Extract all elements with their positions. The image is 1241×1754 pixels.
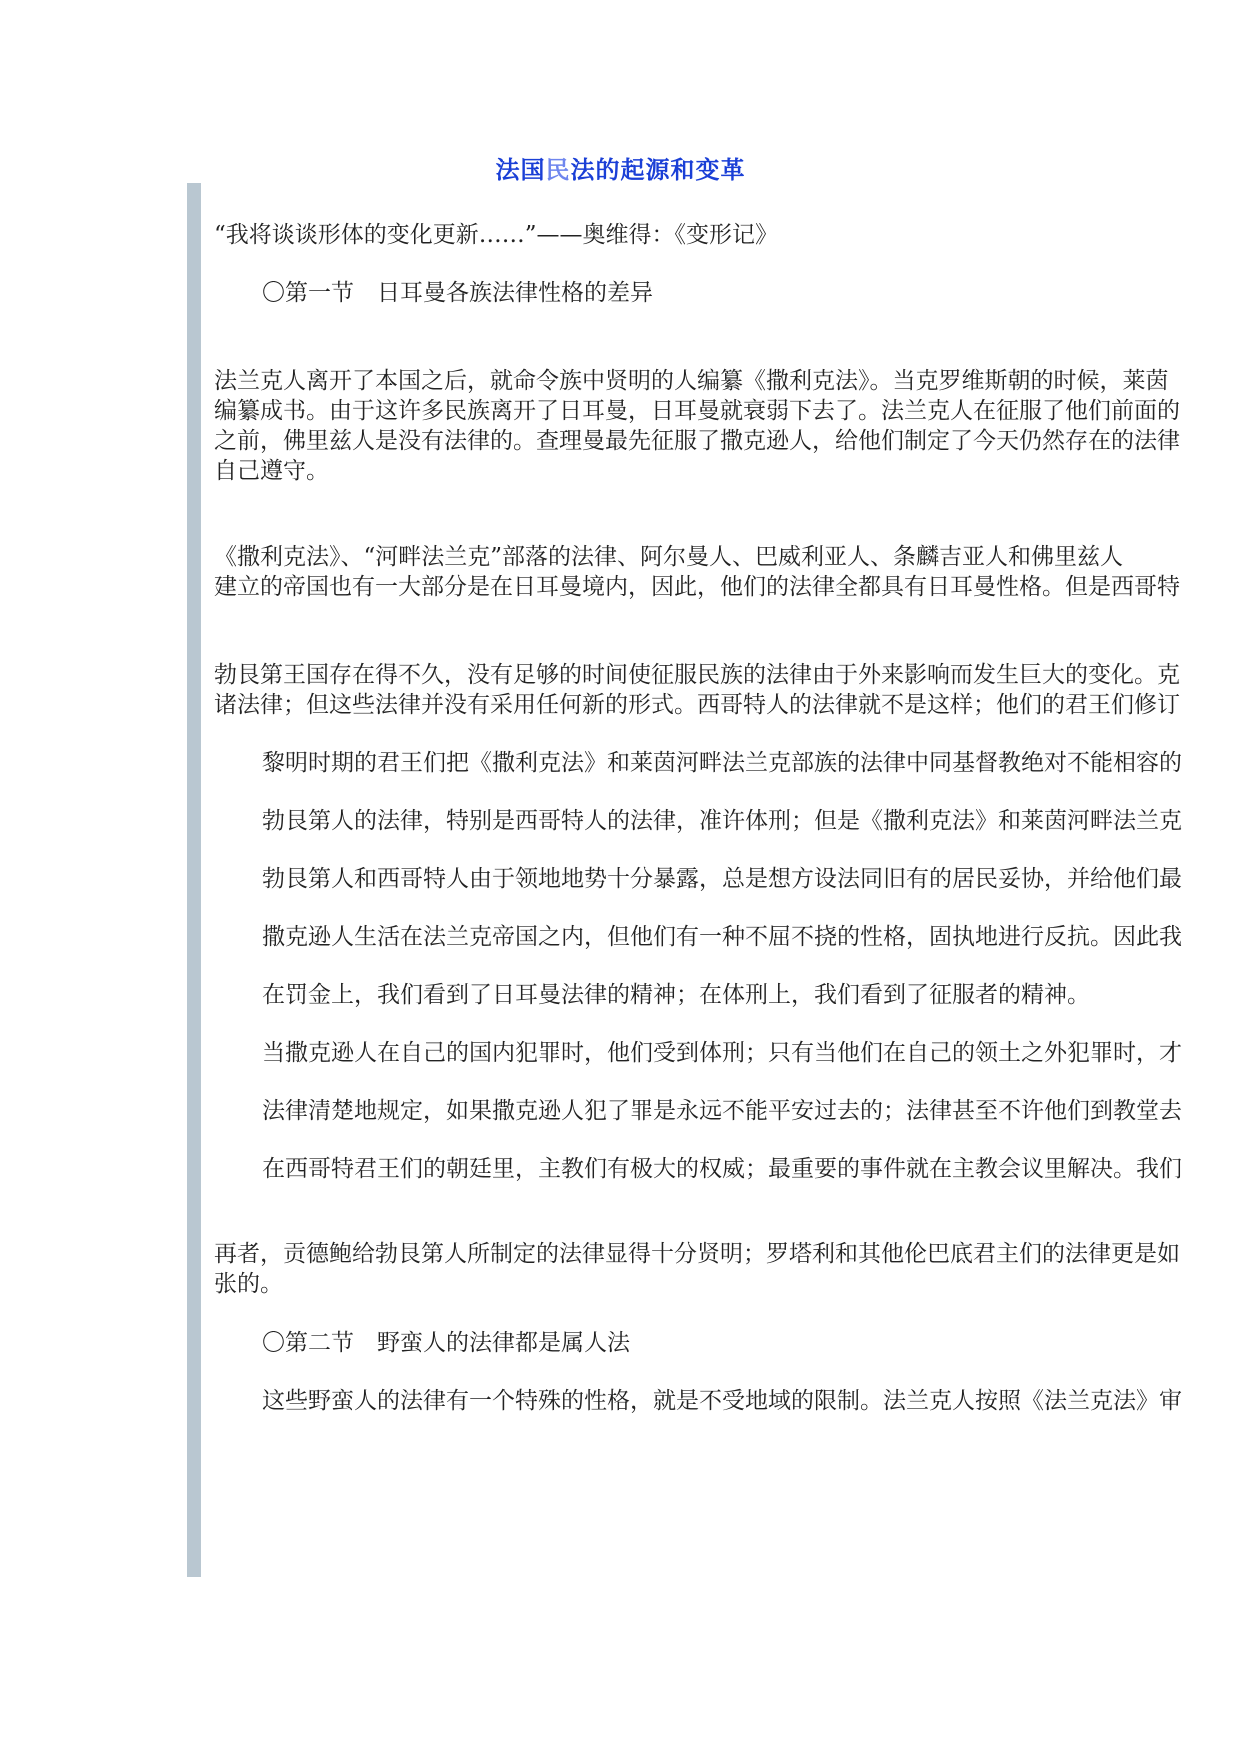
indented-paragraph-4: 撒克逊人生活在法兰克帝国之内，但他们有一种不屈不挠的性格，固执地进行反抗。因此我 bbox=[262, 924, 1182, 950]
paragraph-1-line-4: 自己遵守。 bbox=[214, 458, 329, 484]
paragraph-3-line-2: 诸法律；但这些法律并没有采用任何新的形式。西哥特人的法律就不是这样；他们的君王们修订 bbox=[214, 692, 1180, 718]
epigraph: “我将谈谈形体的变化更新……”——奥维得：《变形记》 bbox=[214, 222, 779, 248]
title-part1: 法国 bbox=[495, 155, 546, 184]
indented-paragraph-3: 勃艮第人和西哥特人由于领地地势十分暴露，总是想方设法同旧有的居民妥协，并给他们最 bbox=[262, 866, 1182, 892]
section-heading-1: 〇第一节 日耳曼各族法律性格的差异 bbox=[262, 280, 653, 306]
paragraph-1-line-2: 编纂成书。由于这许多民族离开了日耳曼，日耳曼就衰弱下去了。法兰克人在征服了他们前面的 bbox=[214, 398, 1180, 424]
indented-paragraph-6: 当撒克逊人在自己的国内犯罪时，他们受到体刑；只有当他们在自己的领土之外犯罪时，才 bbox=[262, 1040, 1182, 1066]
paragraph-5-line-1: 这些野蛮人的法律有一个特殊的性格，就是不受地域的限制。法兰克人按照《法兰克法》审 bbox=[262, 1388, 1182, 1414]
paragraph-4-line-1: 再者，贡德鲍给勃艮第人所制定的法律显得十分贤明；罗塔利和其他伦巴底君主们的法律更是如 bbox=[214, 1241, 1180, 1267]
paragraph-2-line-2: 建立的帝国也有一大部分是在日耳曼境内，因此，他们的法律全都具有日耳曼性格。但是西哥特 bbox=[214, 574, 1180, 600]
indented-paragraph-1: 黎明时期的君王们把《撒利克法》和莱茵河畔法兰克部族的法律中同基督教绝对不能相容的 bbox=[262, 750, 1182, 776]
paragraph-4-line-2: 张的。 bbox=[214, 1271, 283, 1297]
paragraph-1-line-1: 法兰克人离开了本国之后，就命令族中贤明的人编纂《撒利克法》。当克罗维斯朝的时候，莱茵 bbox=[214, 368, 1169, 394]
document-body bbox=[214, 0, 1241, 1754]
title-part2: 法的起源和变革 bbox=[570, 155, 746, 184]
indented-paragraph-2: 勃艮第人的法律，特别是西哥特人的法律，准许体刑；但是《撒利克法》和莱茵河畔法兰克 bbox=[262, 808, 1182, 834]
indented-paragraph-5: 在罚金上，我们看到了日耳曼法律的精神；在体刑上，我们看到了征服者的精神。 bbox=[262, 982, 1090, 1008]
title-accent-char: 民 bbox=[545, 155, 571, 184]
indented-paragraph-7: 法律清楚地规定，如果撒克逊人犯了罪是永远不能平安过去的；法律甚至不许他们到教堂去 bbox=[262, 1098, 1182, 1124]
paragraph-2-line-1: 《撒利克法》、“河畔法兰克”部落的法律、阿尔曼人、巴威利亚人、条麟吉亚人和佛里兹人 bbox=[214, 544, 1124, 570]
paragraph-1-line-3: 之前，佛里兹人是没有法律的。查理曼最先征服了撒克逊人，给他们制定了今天仍然存在的法律 bbox=[214, 428, 1180, 454]
quote-sidebar-bar bbox=[187, 183, 201, 1577]
paragraph-3-line-1: 勃艮第王国存在得不久，没有足够的时间使征服民族的法律由于外来影响而发生巨大的变化。克 bbox=[214, 662, 1180, 688]
section-heading-2: 〇第二节 野蛮人的法律都是属人法 bbox=[262, 1330, 630, 1356]
indented-paragraph-8: 在西哥特君王们的朝廷里，主教们有极大的权威；最重要的事件就在主教会议里解决。我们 bbox=[262, 1156, 1182, 1182]
